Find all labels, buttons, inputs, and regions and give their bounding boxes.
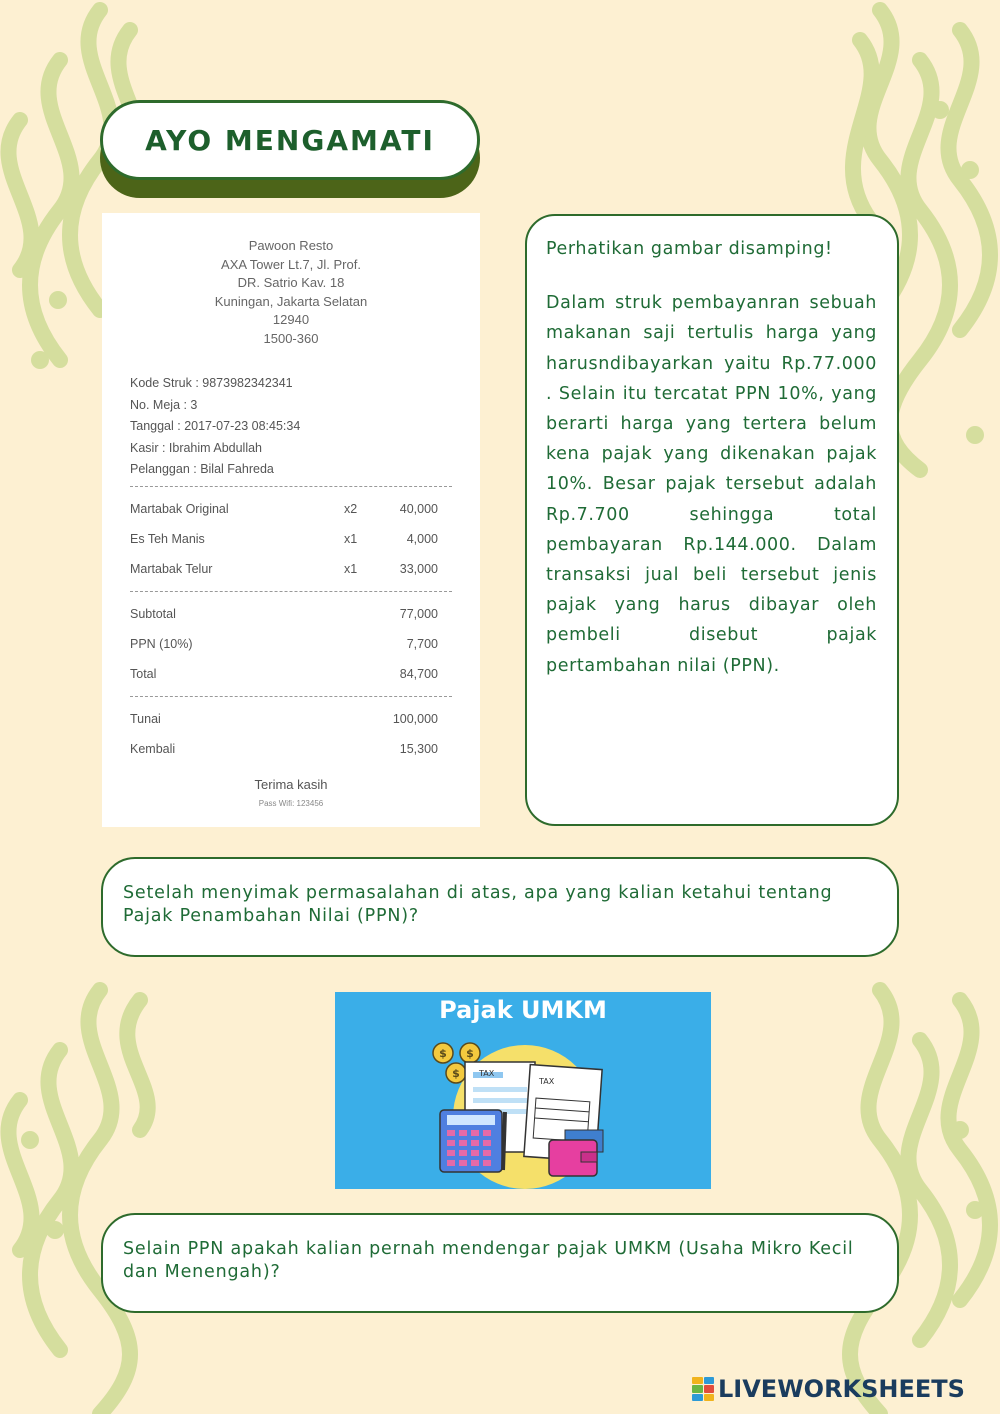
item-qty: x1	[344, 532, 358, 546]
payment-label: Kembali	[130, 742, 176, 756]
payment-label: Tunai	[130, 712, 161, 726]
receipt-divider	[130, 591, 452, 592]
item-name: Es Teh Manis	[130, 532, 205, 546]
item-amount: 40,000	[399, 502, 438, 516]
total-amount: 7,700	[406, 637, 438, 651]
receipt-postal-code: 12940	[272, 312, 310, 328]
receipt-item-row	[130, 502, 438, 520]
receipt-item-row	[130, 532, 438, 550]
receipt-address-2: DR. Satrio Kav. 18	[237, 275, 345, 291]
total-label: Subtotal	[130, 607, 176, 621]
receipt-store-name: Pawoon Resto	[248, 238, 334, 253]
calculator-icon	[440, 1110, 502, 1172]
receipt-kasir: Kasir : Ibrahim Abdullah	[130, 440, 263, 455]
svg-text:$: $	[439, 1047, 447, 1060]
receipt-kode-struk: Kode Struk : 9873982342341	[130, 376, 293, 390]
receipt-wifi: Pass Wifi: 123456	[258, 799, 324, 808]
liveworksheets-logo-icon	[692, 1377, 714, 1401]
item-amount: 4,000	[406, 532, 438, 546]
receipt-payment-row	[130, 742, 438, 760]
receipt-payment-row	[130, 712, 438, 730]
explanation-box	[525, 214, 899, 826]
receipt-header	[102, 237, 480, 349]
item-name: Martabak Original	[130, 502, 229, 516]
page-title: AYO MENGAMATI	[145, 123, 435, 157]
receipt-total-row	[130, 607, 438, 625]
receipt-divider	[130, 696, 452, 697]
pajak-umkm-image	[335, 992, 711, 1189]
tax-label: TAX	[539, 1077, 555, 1086]
receipt-tanggal: Tanggal : 2017-07-23 08:45:34	[130, 419, 301, 434]
item-qty: x2	[344, 502, 358, 516]
umkm-image-title: Pajak UMKM	[439, 996, 607, 1024]
receipt-thanks: Terima kasih	[254, 777, 328, 792]
title-pill	[100, 100, 480, 180]
question-box-ppn	[101, 857, 899, 957]
receipt-total-row	[130, 637, 438, 655]
item-amount: 33,000	[399, 562, 438, 576]
receipt-address-3: Kuningan, Jakarta Selatan	[214, 293, 368, 309]
receipt-image	[102, 213, 480, 827]
question-ppn-text: Setelah menyimak permasalahan di atas, apa yang kalian ketahui tentang Pajak Penambahan Nilai (PPN)?	[123, 883, 833, 926]
item-qty: x1	[344, 562, 358, 576]
total-label: PPN (10%)	[130, 637, 193, 651]
section-title	[100, 100, 482, 198]
explanation-intro: Perhatikan gambar disamping!	[546, 239, 833, 259]
question-box-umkm	[101, 1213, 899, 1313]
receipt-address-1: AXA Tower Lt.7, Jl. Prof.	[221, 256, 361, 272]
wallet-icon	[549, 1140, 597, 1176]
question-umkm-text: Selain PPN apakah kalian pernah mendengar pajak UMKM (Usaha Mikro Kecil dan Menengah)?	[123, 1239, 854, 1282]
payment-amount: 15,300	[399, 742, 438, 756]
payment-amount: 100,000	[392, 712, 438, 726]
receipt-total-row	[130, 667, 438, 685]
tax-label: TAX	[479, 1069, 495, 1078]
pen-icon	[503, 1112, 505, 1170]
total-amount: 77,000	[399, 607, 438, 621]
tax-illustration	[335, 992, 711, 1189]
receipt-info	[130, 373, 300, 481]
receipt-phone: 1500-360	[263, 330, 319, 346]
total-amount: 84,700	[399, 667, 438, 681]
receipt-pelanggan: Pelanggan : Bilal Fahreda	[130, 462, 274, 477]
total-label: Total	[130, 667, 157, 681]
liveworksheets-brand: LIVEWORKSHEETS	[718, 1375, 965, 1403]
liveworksheets-logo	[692, 1374, 965, 1404]
receipt-no-meja: No. Meja : 3	[130, 397, 198, 412]
svg-text:$: $	[466, 1047, 474, 1060]
item-name: Martabak Telur	[130, 562, 213, 576]
receipt-divider	[130, 486, 452, 487]
explanation-body: Dalam struk pembayanran sebuah makanan saji tertulis harga yang harusndibayarkan yaitu Rp.77.000 . Selain itu tercatat PPN 10%, yang berarti harga yang tertera belum kena pajak yang dikenakan pajak 10%. Besar pajak tersebut adalah Rp.7.700 sehingga total pembayaran Rp.144.000. Dalam transaksi jual beli tersebut jenis pajak yang harus dibayar oleh pembeli disebut pajak pertambahan nilai (PPN).	[546, 293, 877, 676]
receipt-item-row	[130, 562, 438, 580]
svg-text:$: $	[452, 1067, 460, 1080]
